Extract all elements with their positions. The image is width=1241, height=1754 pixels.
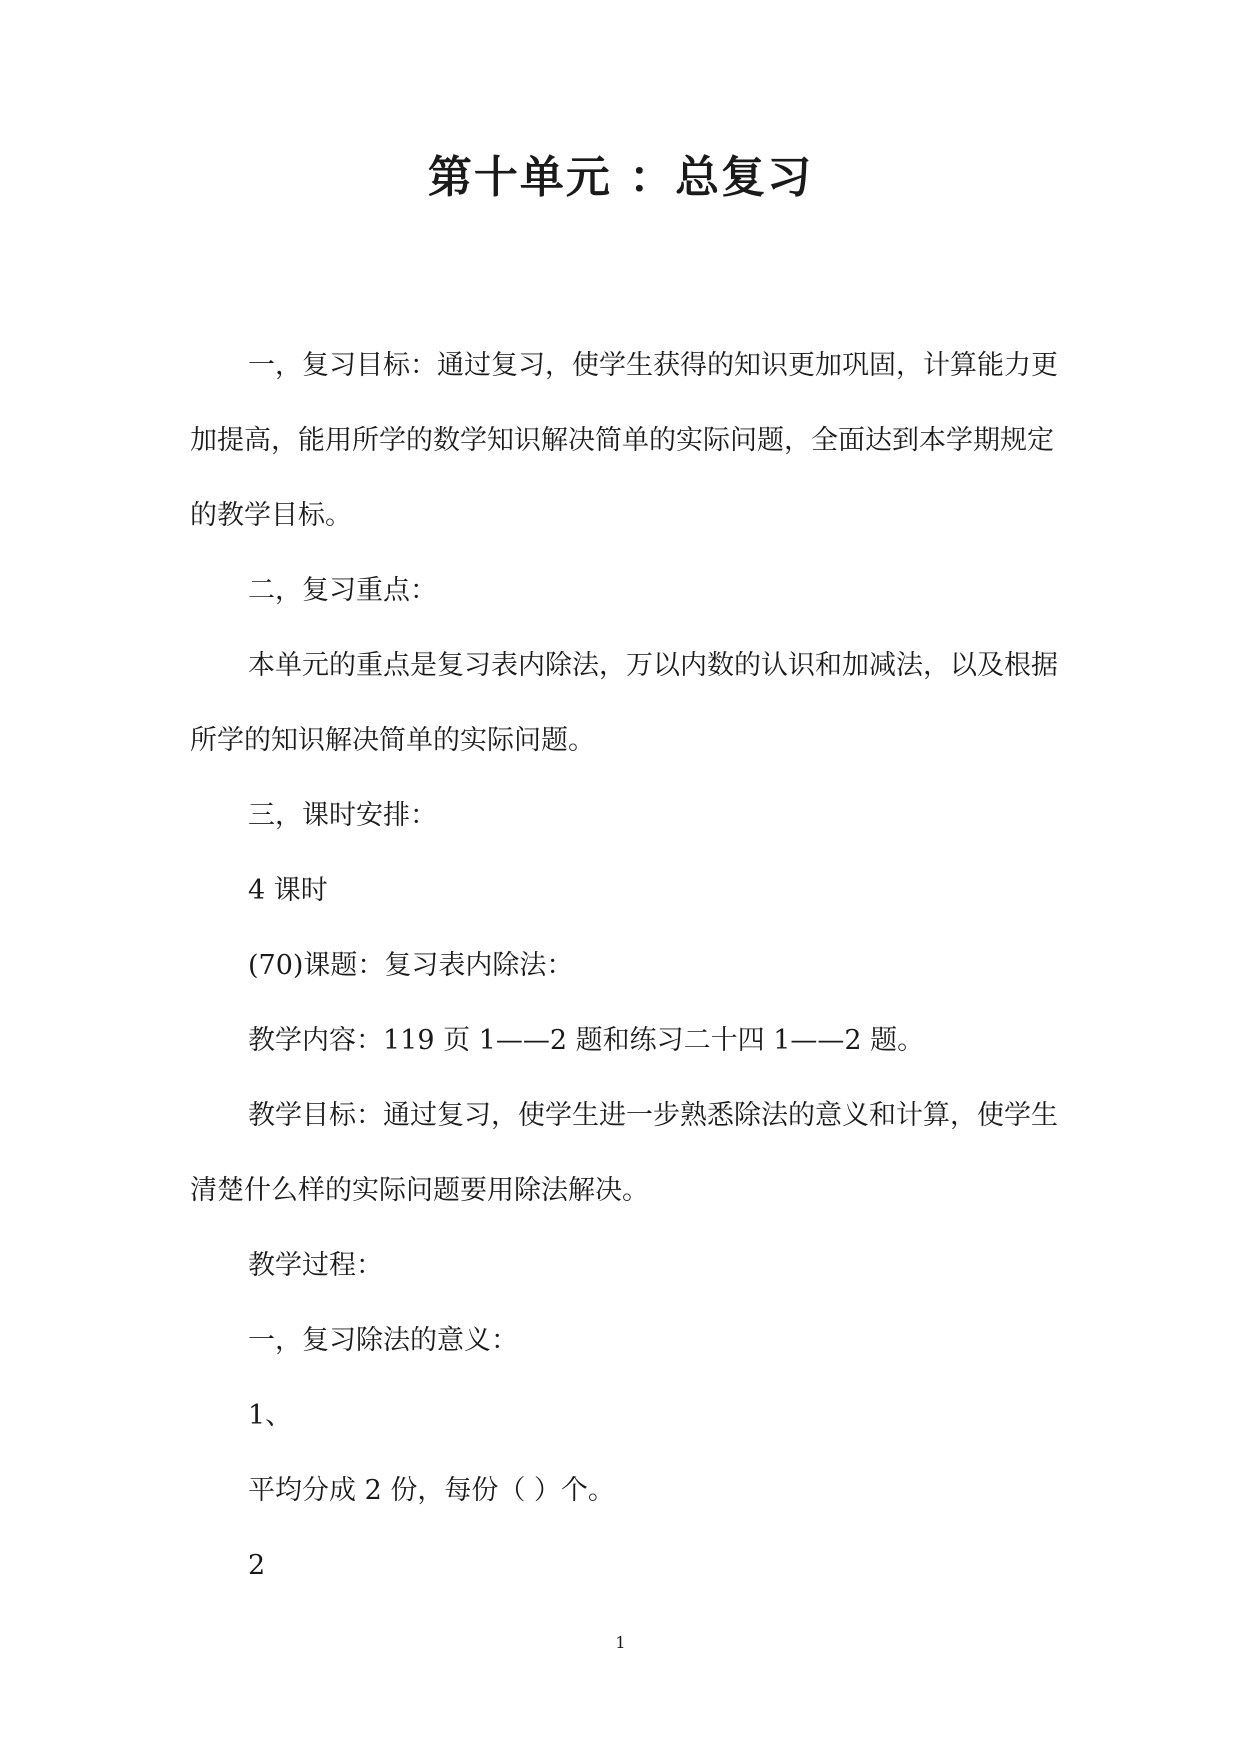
page-number: 1 — [615, 1633, 626, 1652]
paragraph: 教学内容：119 页 1——2 题和练习二十四 1——2 题。 — [248, 1025, 925, 1056]
paragraph: 一，复习目标：通过复习，使学生获得的知识更加巩固，计算能力更加提高，能用所学的数学知识解决简单的实际问题，全面达到本学期规定的教学目标。 — [190, 350, 1058, 531]
paragraph: 教学过程： — [248, 1250, 383, 1281]
paragraph: 教学目标：通过复习，使学生进一步熟悉除法的意义和计算，使学生清楚什么样的实际问题要用除法解决。 — [190, 1100, 1058, 1206]
document-title: 第十单元 ：总复习 — [427, 152, 814, 203]
paragraph: 平均分成 2 份，每份（ ）个。 — [248, 1475, 615, 1506]
paragraph: (70)课题：复习表内除法： — [248, 950, 574, 981]
paragraph: 4 课时 — [248, 875, 328, 906]
document-body — [190, 328, 1060, 1603]
paragraph: 1、 — [248, 1400, 293, 1431]
paragraph: 2 — [248, 1550, 266, 1581]
paragraph: 本单元的重点是复习表内除法，万以内数的认识和加减法，以及根据所学的知识解决简单的实际问题。 — [190, 650, 1058, 756]
paragraph: 一，复习除法的意义： — [248, 1325, 518, 1356]
paragraph: 二，复习重点： — [248, 575, 437, 606]
paragraph: 三，课时安排： — [248, 800, 437, 831]
